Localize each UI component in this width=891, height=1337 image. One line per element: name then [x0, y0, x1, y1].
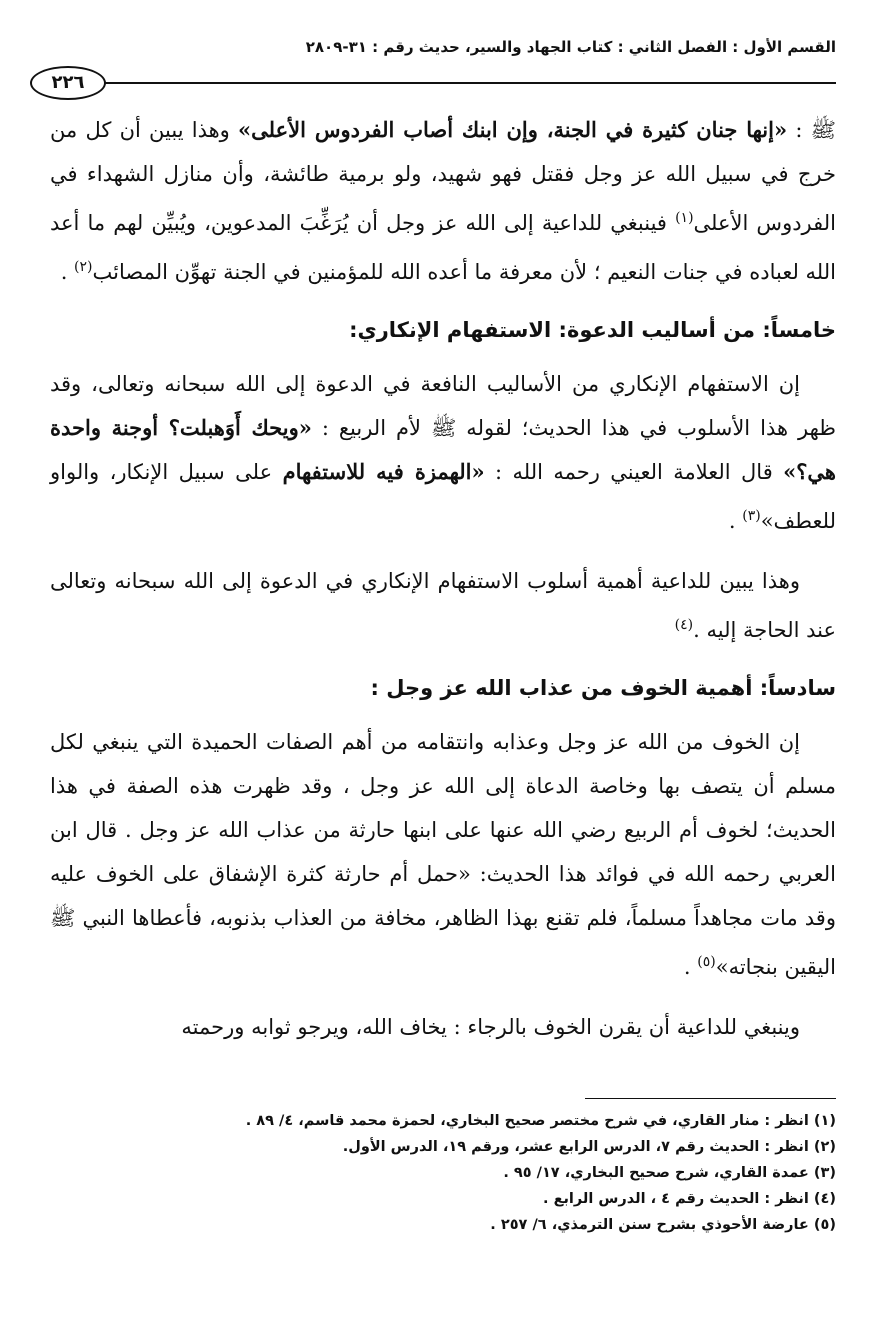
section-heading: [50, 670, 836, 706]
text-segment: وينبغي للداعية أن يقرن الخوف بالرجاء : يخاف الله، ويرجو ثوابه ورحمته: [181, 1015, 800, 1039]
footnote-1: (١) انظر : منار القاري، في شرح مختصر صحيح البخاري، لحمزة محمد قاسم، ٤/ ٨٩ .: [245, 1113, 836, 1129]
text-segment: «إنها جنان كثيرة في الجنة، وإن ابنك أصاب الفردوس الأعلى»: [238, 117, 788, 142]
text-segment: إن الخوف من الله عز وجل وعذابه وانتقامه من أهم الصفات الحميدة التي ينبغي لكل مسلم أن يتصف بها وخاصة الدعاة إلى الله عز وجل ، وقد ظهرت هذه الصفة في هذا الحديث؛ لخوف أم الربيع رضي الله عنها على ابنها حارثة من عذاب الله عز وجل . قال ابن العربي رحمه الله في فوائد هذا الحديث:: [50, 730, 836, 886]
paragraph: [50, 720, 836, 989]
text-segment: «ويحك أَوَهبلت؟ أوجنة واحدة هي؟»: [50, 415, 837, 484]
paragraph: [50, 1005, 836, 1049]
text-segment: «حمل أم حارثة كثرة الإشفاق على الخوف عليه وقد مات مجاهداً مسلماً، فلم تقنع بهذا الظاهر، مخافة من العذاب بذنوبه، فأعطاها النبي ﷺ اليقين بنجاته»: [50, 862, 836, 979]
text-segment: وهذا يبين للداعية أهمية أسلوب الاستفهام الإنكاري في الدعوة إلى الله سبحانه وتعالى عند الحاجة إليه .: [50, 569, 836, 642]
footnote-divider: [585, 1098, 836, 1099]
header-divider: [105, 82, 836, 84]
text-segment: على سبيل الإنكار، والواو للعطف»: [50, 460, 836, 533]
footnote-2: (٢) انظر : الحديث رقم ٧، الدرس الرابع عشر، ورقم ١٩، الدرس الأول.: [342, 1139, 836, 1155]
page-number: ٢٢٦: [30, 66, 106, 100]
text-segment: إن الاستفهام الإنكاري من الأساليب النافعة في الدعوة إلى الله سبحانه وتعالى، وقد ظهر هذا الأسلوب في هذا الحديث؛ لقوله ﷺ لأم الربيع :: [50, 372, 836, 440]
text-segment: .: [60, 260, 75, 284]
paragraph: [50, 108, 836, 294]
text-segment: خامساً: من أساليب الدعوة: الاستفهام الإنكاري:: [349, 318, 836, 342]
main-text: [50, 108, 836, 1049]
footnote-ref[interactable]: (٤): [674, 617, 694, 633]
text-segment: «الهمزة فيه للاستفهام: [282, 459, 485, 484]
footnote-ref[interactable]: (٣): [742, 508, 761, 524]
text-segment: .: [728, 509, 743, 533]
footnote-3: (٣) عمدة القاري، شرح صحيح البخاري، ١٧/ ٩٥ .: [503, 1165, 836, 1181]
text-segment: سادساً: أهمية الخوف من عذاب الله عز وجل :: [370, 676, 836, 700]
footnote-5: (٥) عارضة الأحوذي بشرح سنن الترمذي، ٦/ ٢٥٧ .: [490, 1217, 836, 1233]
text-segment: ﷺ :: [787, 118, 836, 142]
section-heading: [50, 312, 836, 348]
text-segment: فينبغي للداعية إلى الله عز وجل أن يُرَغِّبَ المدعوين، ويُبيِّن لهم ما أعد الله لعباده في جنات النعيم ؛ لأن معرفة ما أعده الله للمؤمنين في الجنة تهوِّن المصائب: [50, 211, 836, 284]
footnotes: [50, 1108, 836, 1238]
footnote-ref[interactable]: (٥): [697, 954, 716, 970]
text-segment: .: [683, 955, 698, 979]
footnote-4: (٤) انظر : الحديث رقم ٤ ، الدرس الرابع .: [543, 1191, 836, 1207]
running-head: القسم الأول : الفصل الثاني : كتاب الجهاد والسير، حديث رقم : ٣١-٢٨٠٩: [305, 38, 836, 56]
paragraph: [50, 362, 836, 543]
footnote-ref[interactable]: (١): [675, 210, 694, 226]
text-segment: قال العلامة العيني رحمه الله :: [484, 460, 784, 484]
footnote-ref[interactable]: (٢): [74, 259, 93, 275]
text-segment: وهذا يبين أن كل من خرج في سبيل الله عز وجل فقتل فهو شهيد، ولو برمية طائشة، وأن منازل الشهداء في الفردوس الأعلى: [50, 118, 836, 235]
paragraph: [50, 559, 836, 652]
